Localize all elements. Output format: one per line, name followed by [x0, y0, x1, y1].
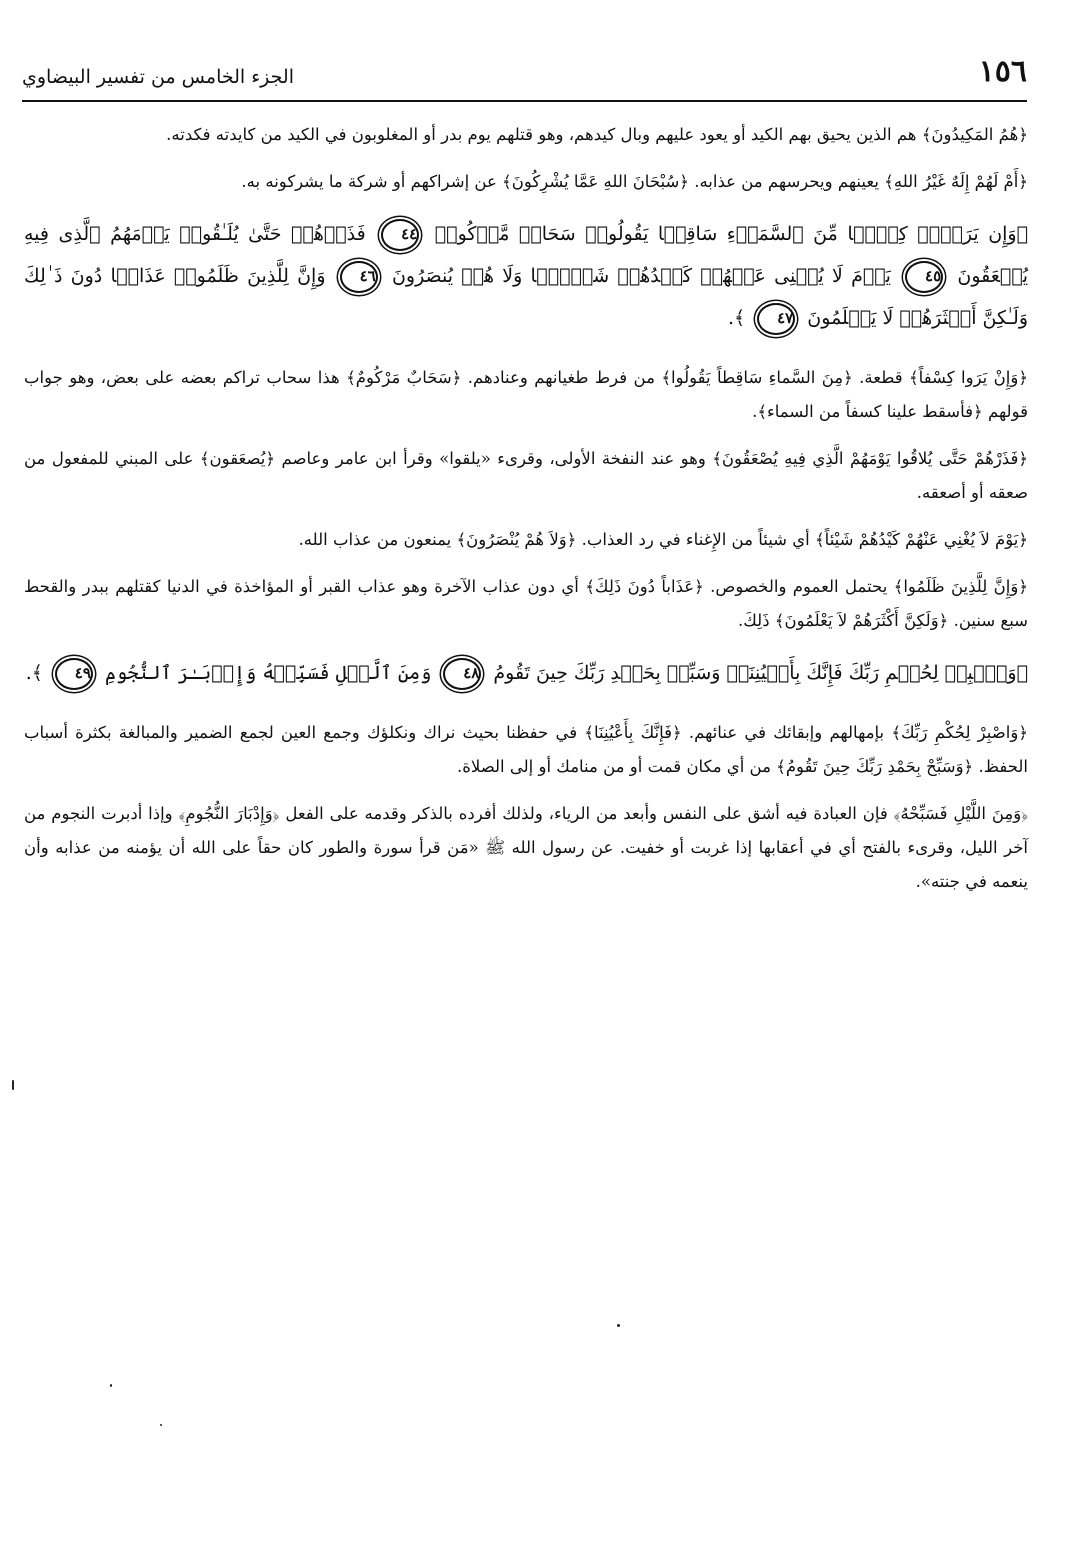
commentary-paragraph: ﴿وَإِنْ يَرَوا كِسْفاً﴾ قطعة. ﴿مِنَ السَّماءِ سَاقِطاً يَقُولُوا﴾ من فرط طغيانهم وعنادهم. ﴿سَحَابٌ مَرْكُومٌ﴾ هذا سحاب تراكم بعضه على بعض، وهو جواب قولهم ﴿فأسقط علينا كسفاً من السماء﴾. — [24, 368, 1028, 421]
verse-closing-bracket: ﴾. — [728, 307, 746, 329]
header-divider — [22, 100, 1027, 102]
commentary-paragraph: ﴿وَمِنَ اللَّيْلِ فَسَبِّحْهُ﴾ فإن العبادة فيه أشق على النفس وأبعد من الرياء، ولذلك أفرده بالذكر وقدمه على الفعل ﴿وَإِدْبَارَ النُّجُومِ﴾ وإذا أدبرت النجوم من آخر الليل، وقرىء بالفتح أي في أعقابها إذا غربت أو خفيت. عن رسول الله ﷺ «مَن قرأ سورة والطور كان حقاً على الله أن يؤمنه من عذابه وأن ينعمه في جنته». — [24, 804, 1028, 891]
commentary-paragraph: ﴿هُمُ المَكِيدُونَ﴾ هم الذين يحيق بهم الكيد أو يعود عليهم وبال كيدهم، وهو قتلهم يوم بدر أو المغلوبون في الكيد من كايدته فكدته. — [166, 125, 1028, 144]
ayah-number-marker: ٤٧ — [757, 303, 795, 335]
verse-text: وَمِنَ ٱلَّيۡلِ فَسَبِّحۡهُ وَإِدۡبَـٰرَ ٱلنُّجُومِ — [104, 662, 432, 684]
commentary-paragraph: ﴿يَوْمَ لاَ يُغْنِي عَنْهُمْ كَيْدُهُمْ شَيْئاً﴾ أي شيئاً من الإِغناء في رد العذاب. ﴿وَلاَ هُمْ يُنْصَرُونَ﴾ يمنعون من عذاب الله. — [298, 530, 1028, 549]
scan-speck — [617, 1324, 620, 1327]
scan-speck — [110, 1384, 112, 1387]
commentary-paragraph: ﴿وَاصْبِرْ لِحُكْمِ رَبِّكَ﴾ بإمهالهم وإبقائك في عنائهم. ﴿فَإِنَّكَ بِأَعْيُنِنَا﴾ في حفظنا بحيث نراك ونكلؤك وجمع العين لجمع الضمير والمبالغة بكثرة أسباب الحفظ. ﴿وَسَبِّحْ بِحَمْدِ رَبِّكَ حِينَ تَقُومُ﴾ من أي مكان قمت أو من منامك أو إلى الصلاة. — [24, 723, 1028, 776]
verse-closing-bracket: ﴾. — [25, 662, 43, 684]
scan-speck — [160, 1424, 162, 1426]
commentary-paragraph: ﴿فَذَرْهُمْ حَتَّى يُلاقُوا يَوْمَهُمْ الَّذِي فِيهِ يُصْعَقُونَ﴾ وهو عند النفخة الأولى، وقرىء «يلقوا» وقرأ ابن عامر وعاصم ﴿يُصعَقون﴾ على المبني للمفعول من صعقه أو أصعقه. — [24, 449, 1028, 502]
ayah-number-marker: ٤٦ — [340, 261, 378, 293]
page-body — [24, 118, 1028, 912]
verse-text: فَذَرۡهُمۡ حَتَّىٰ يُلَـٰقُوا۟ يَوۡمَهُمُ ٱلَّذِی فِیهِ يُصۡعَقُونَ — [24, 223, 1029, 287]
page-number: ١٥٦ — [978, 54, 1027, 89]
running-title: الجزء الخامس من تفسير البيضاوي — [22, 66, 294, 88]
verse-text: ﴿وَإِن يَرَوۡا۟ كِسۡفࣰا مِّنَ ٱلسَّمَاۤءِ سَاقِطࣰا يَقُولُوا۟ سَحَابࣱ مَّرۡكُومࣱ — [434, 223, 1029, 245]
page-header — [22, 52, 1027, 100]
verse-text: وَإِنَّ لِلَّذِينَ ظَلَمُوا۟ عَذَابࣰا دُونَ ذَ ٰ⁠لِكَ وَلَـٰكِنَّ أَكۡثَرَهُمۡ لَا يَعۡلَمُونَ — [24, 265, 1028, 329]
quran-verse-block — [24, 213, 1028, 339]
ayah-number-marker: ٤٥ — [905, 261, 943, 293]
verse-text: ﴿وَٱصۡبِرۡ لِحُكۡمِ رَبِّكَ فَإِنَّكَ بِأَعۡيُنِنَاۖ وَسَبِّحۡ بِحَمۡدِ رَبِّكَ حِينَ تَقُومُ — [493, 662, 1028, 684]
commentary-paragraph: ﴿أَمْ لَهُمْ إِلَهٌ غَيْرُ اللهِ﴾ يعينهم ويحرسهم من عذابه. ﴿سُبْحَانَ اللهِ عَمَّا يُشْرِكُونَ﴾ عن إشراكهم أو شركة ما يشركونه به. — [241, 172, 1028, 191]
ayah-number-marker: ٤٩ — [55, 658, 93, 690]
verse-text: يَوۡمَ لَا يُغۡنِی عَنۡهُمۡ كَيۡدُهُمۡ شَيۡـࣰٔا وَلَا هُمۡ يُنصَرُونَ — [391, 265, 891, 287]
commentary-paragraph: ﴿وَإِنَّ لِلَّذِينَ ظَلَمُوا﴾ يحتمل العموم والخصوص. ﴿عَذَاباً دُونَ ذَلِكَ﴾ أي دون عذاب الآخرة وهو عذاب القبر أو المؤاخذة في الدنيا كقتلهم ببدر والقحط سبع سنين. ﴿وَلَكِنَّ أَكْثَرَهُمْ لاَ يَعْلَمُونَ﴾ ذَلِكَ. — [24, 577, 1028, 630]
quran-verse-block — [24, 652, 1028, 694]
scan-speck — [12, 1080, 14, 1090]
ayah-number-marker: ٤٨ — [443, 658, 481, 690]
ayah-number-marker: ٤٤ — [381, 219, 419, 251]
